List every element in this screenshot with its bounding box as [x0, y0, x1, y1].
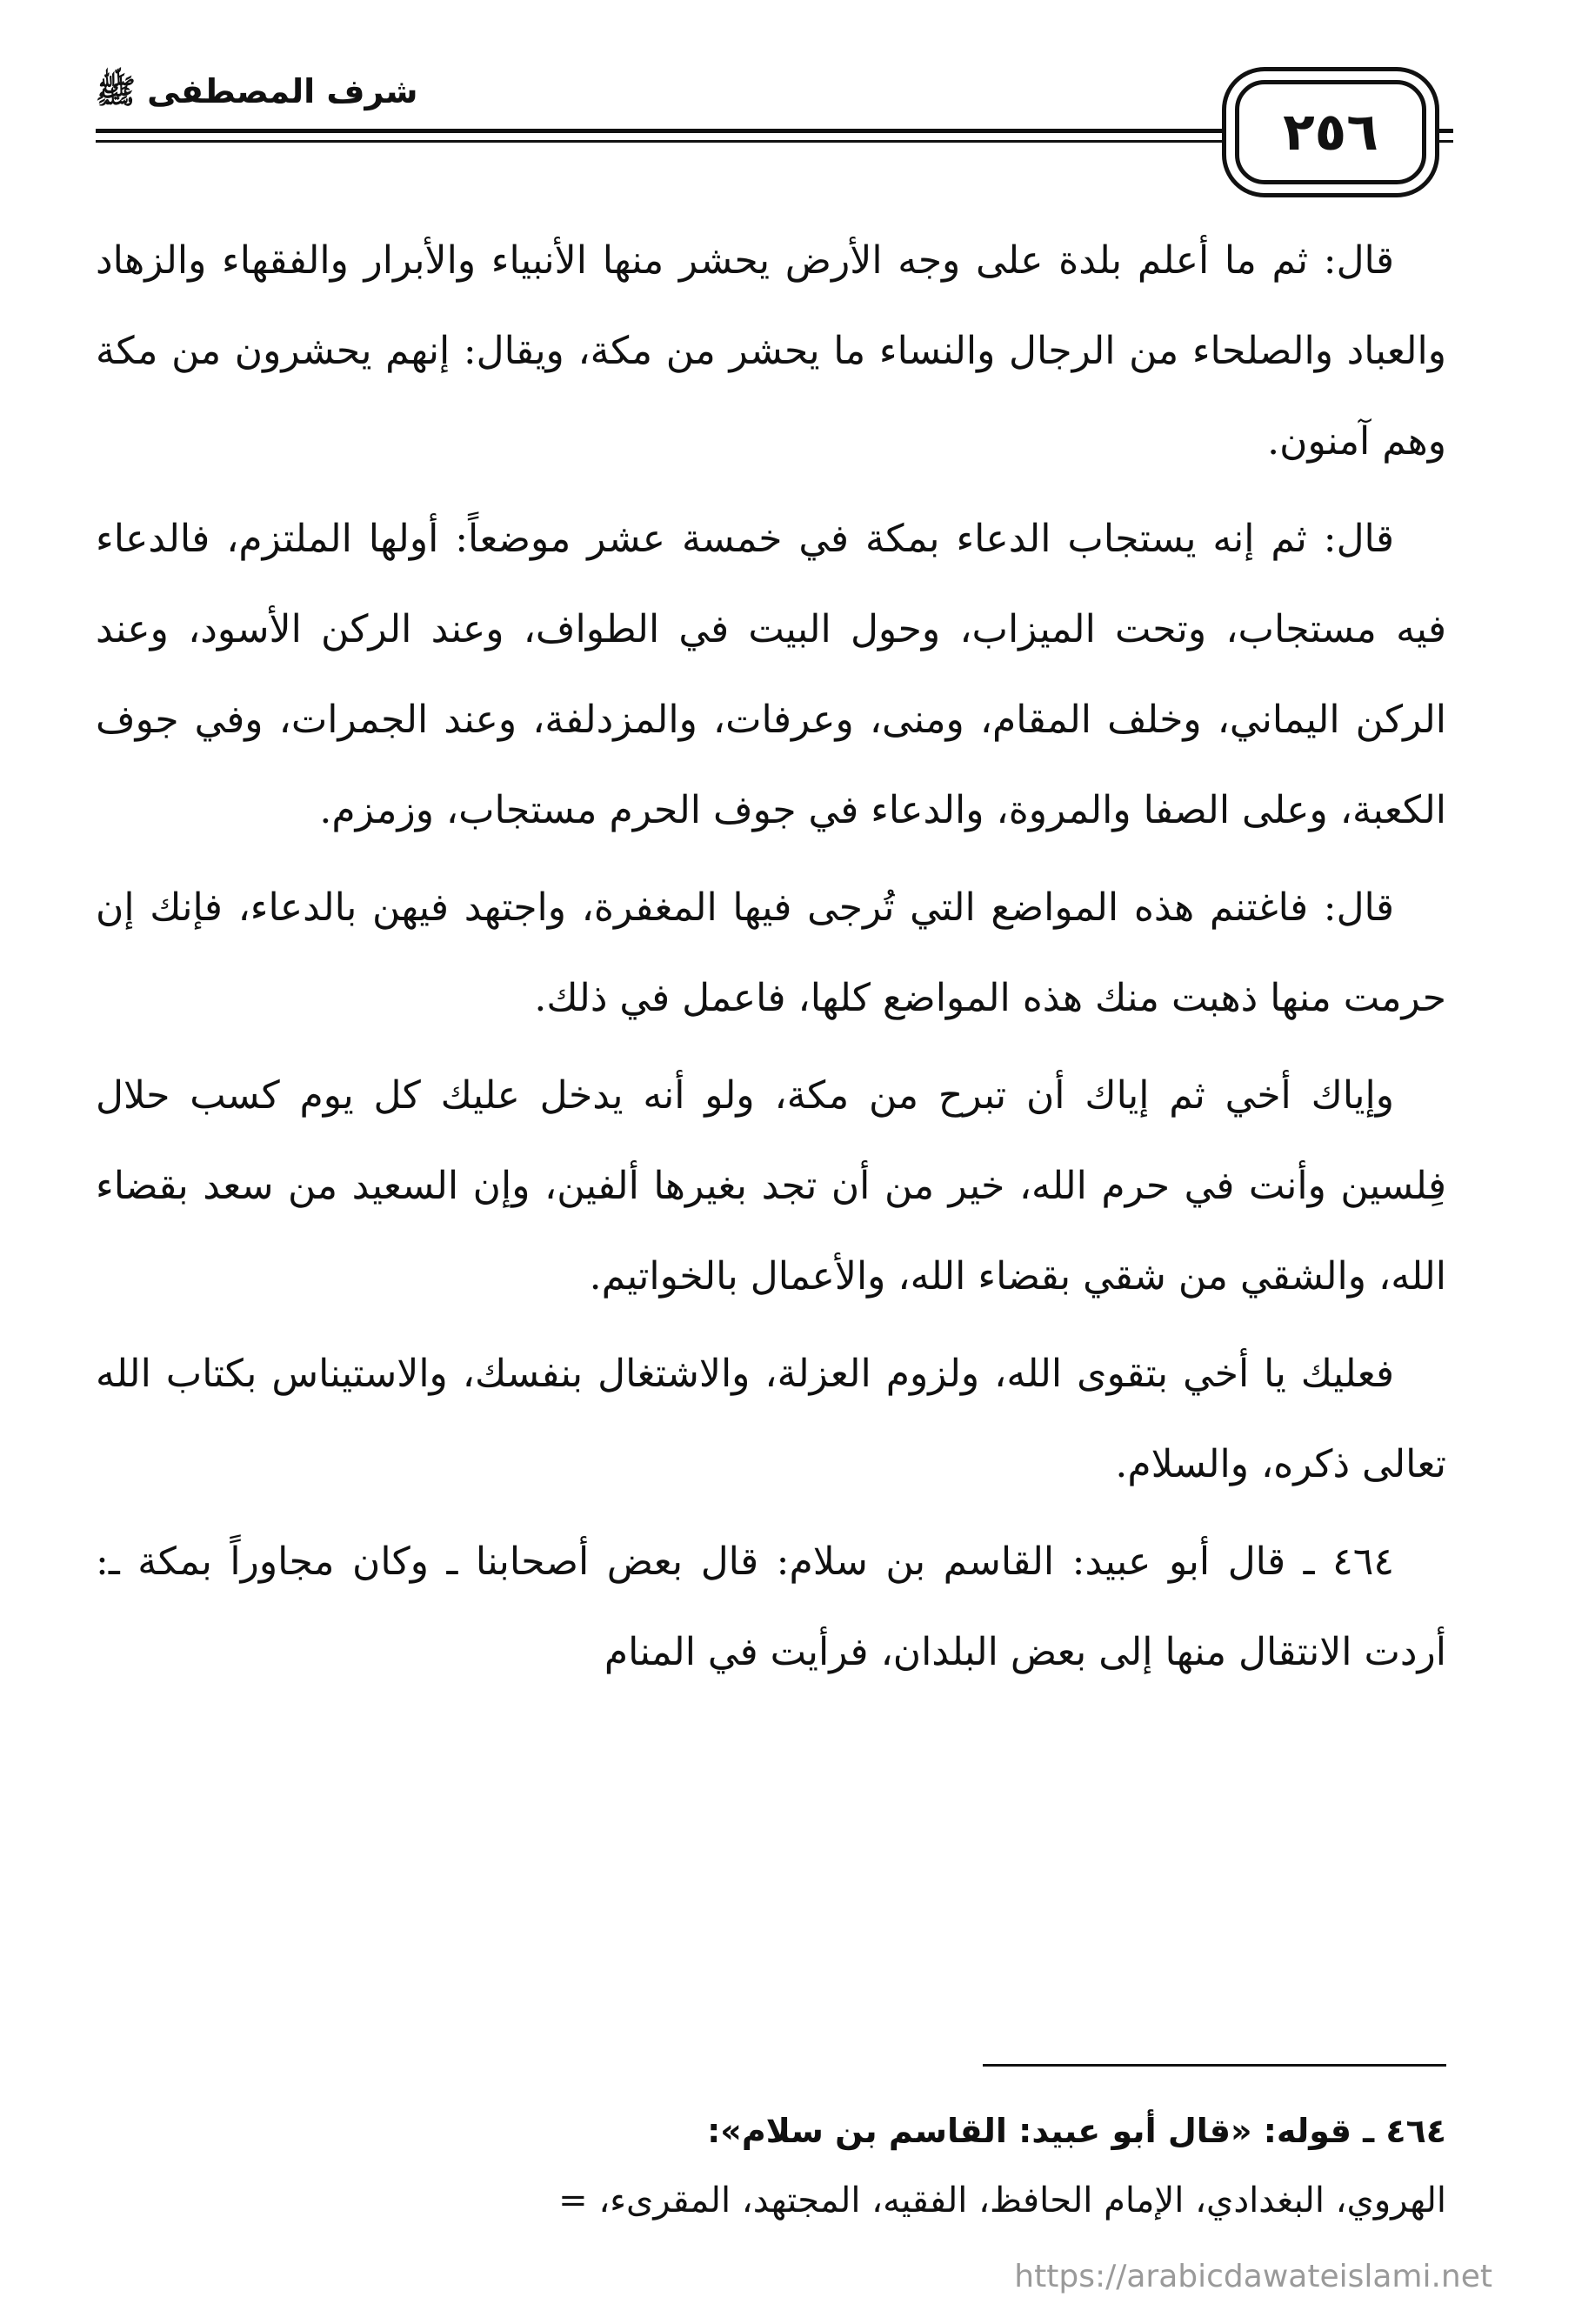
footnote-separator	[983, 2064, 1446, 2067]
watermark-url: https://arabicdawateislami.net	[1014, 2259, 1492, 2294]
paragraph-4: وإياك أخي ثم إياك أن تبرح من مكة، ولو أنه يدخل عليك كل يوم كسب حلال فِلسين وأنت في حرم الله، خير من أن تجد بغيرها ألفين، وإن السعيد من سعد بقضاء الله، والشقي من شقي بقضاء الله، والأعمال بالخواتيم.	[96, 1073, 1446, 1299]
paragraph-1: قال: ثم ما أعلم بلدة على وجه الأرض يحشر منها الأنبياء والأبرار والفقهاء والزهاد والعباد والصلحاء من الرجال والنساء ما يحشر من مكة، ويقال: إنهم يحشرون من مكة وهم آمنون.	[96, 238, 1446, 464]
paragraph-3: قال: فاغتنم هذه المواضع التي تُرجى فيها المغفرة، واجتهد فيهن بالدعاء، فإنك إن حرمت منها ذهبت منك هذه المواضع كلها، فاعمل في ذلك.	[96, 885, 1446, 1020]
running-title: شرف المصطفى ﷺ	[96, 72, 418, 110]
footnote-body: الهروي، البغدادي، الإمام الحافظ، الفقيه، المجتهد، المقرىء، =	[558, 2180, 1446, 2220]
paragraph-5: فعليك يا أخي بتقوى الله، ولزوم العزلة، والاشتغال بنفسك، والاستيناس بكتاب الله تعالى ذكره، والسلام.	[96, 1352, 1446, 1486]
paragraph-6: ٤٦٤ ـ قال أبو عبيد: القاسم بن سلام: قال بعض أصحابنا ـ وكان مجاوراً بمكة ـ: أردت الانتقال منها إلى بعض البلدان، فرأيت في المنام	[96, 1539, 1446, 1674]
footnote	[96, 2096, 1446, 2235]
page-number: ٢٥٦	[1235, 80, 1426, 184]
paragraph-2: قال: ثم إنه يستجاب الدعاء بمكة في خمسة عشر موضعاً: أولها الملتزم، فالدعاء فيه مستجاب، وتحت الميزاب، وحول البيت في الطواف، وعند الركن الأسود، وعند الركن اليماني، وخلف المقام، ومنى، وعرفات، والمزدلفة، وعند الجمرات، وفي جوف الكعبة، وعلى الصفا والمروة، والدعاء في جوف الحرم مستجاب، وزمزم.	[96, 517, 1446, 832]
body-text	[96, 216, 1446, 1705]
footnote-heading: ٤٦٤ ـ قوله: «قال أبو عبيد: القاسم بن سلام»:	[707, 2112, 1446, 2150]
